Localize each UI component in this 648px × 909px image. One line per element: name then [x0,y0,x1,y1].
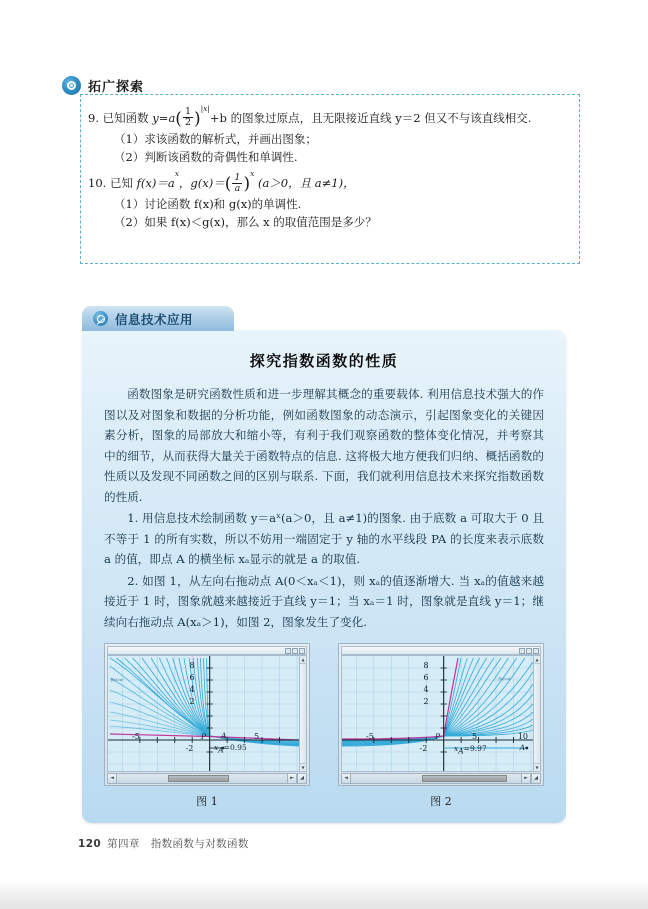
figure-1-readout-value: =0.95 [223,743,247,752]
figure-2-titlebar [341,646,541,655]
exercise-9-number: 9. [88,110,99,125]
figure-1-xtick-neg5: -5 [132,732,140,741]
exercise-9-eq: = [158,110,169,125]
resize-grip-icon[interactable]: ◢ [297,773,307,784]
figure-1-vertical-scrollbar[interactable] [299,655,307,772]
figure-2-window [338,643,544,786]
figure-1-window [104,643,310,786]
figure-2-plot[interactable] [341,655,533,772]
figure-1-ytick-6: 6 [189,673,195,682]
figure-1-plot[interactable] [107,655,299,772]
figure-2-caption: 图 2 [430,795,452,808]
figure-1-scroll-track[interactable] [117,773,287,784]
scroll-up-icon[interactable]: ▲ [301,657,305,662]
figure-2-canvas-wrap [341,655,541,772]
exercise-10-comma: ， [178,176,191,191]
left-paren-2: ( [224,174,232,195]
exercise-9-a: a [168,110,176,125]
figure-2-readout-x: x [454,744,459,753]
figure-2-ytick-8: 8 [423,661,429,670]
scroll-left-icon[interactable]: ◄ [107,773,117,784]
figure-2-scroll-thumb[interactable] [422,775,507,782]
panel-paragraph-2: 1. 用信息技术绘制函数 y＝aˣ(a＞0，且 a≠1)的图象. 由于底数 a 可取大于 0 且不等于 1 的所有实数，所以不妨用一端固定于 y 轴的水平线段 PA 的长度来表示底数 a 的值，即点 A 的横坐标 xₐ显示的就是 a 的取值. [104,511,544,566]
panel-paragraph-3: 2. 如图 1，从左向右拖动点 A(0＜xₐ＜1)，则 xₐ的值逐渐增大. 当 xₐ的值越来越接近于 1 时，图象就越来越接近于直线 y＝1；当 xₐ＝1 时，图象就是直线 y＝1；继续向右拖动点 A(xₐ＞1)，如图 2，图象发生了变化. [104,573,544,629]
figure-1-readout-x: x [214,743,219,752]
info-technology-tab [82,306,234,331]
figure-1-svg [108,656,299,771]
scroll-down-icon[interactable]: ▼ [301,765,305,770]
figure-2-svg [342,656,533,771]
figure-1-readout-sub: A [218,745,224,755]
right-paren: ) [193,108,201,129]
figure-2-readout [454,744,487,756]
fraction-one-half [183,107,193,128]
figure-2-ytick-neg2: -2 [419,744,428,753]
exercise-10-f: f(x)＝a [136,176,175,191]
exercise-9-lead: 已知函数 [102,110,149,125]
figure-1-curve-label: f(x)=aˣ [111,678,124,682]
info-technology-tab-label: 信息技术应用 [115,311,194,327]
exercise-9-exponent: |x| [200,104,210,113]
scroll-right-icon[interactable]: ► [287,773,297,784]
maximize-icon[interactable] [292,648,298,654]
exercise-list [88,106,578,231]
figure-1-xtick-5: 5 [254,732,260,741]
minimize-icon[interactable] [519,648,525,654]
close-icon[interactable] [299,648,305,654]
figure-1-ytick-neg2: -2 [185,744,194,753]
exercise-10-sub-2: （2）如果 f(x)＜g(x)，那么 x 的取值范围是多少？ [114,215,377,230]
fraction-one-over-a [232,173,242,194]
scroll-left-icon[interactable]: ◄ [341,773,351,784]
exercise-item-9 [88,106,578,129]
fraction-numerator-2: 1 [234,171,241,183]
figure-1-point-p: P [201,732,207,741]
figure-1-canvas-wrap [107,655,307,772]
exercise-9-sub-1: （1）求该函数的解析式，并画出图象； [114,132,317,147]
exercise-item-10 [88,171,578,194]
exercise-10-number: 10. [88,176,107,191]
exercise-10-sub-1: （1）讨论函数 f(x)和 g(x)的单调性. [114,197,302,212]
exercise-10-g: g(x)＝ [190,176,225,191]
figure-2-ytick-6: 6 [423,673,429,682]
right-paren-2: ) [243,174,251,195]
figure-1-point-a[interactable]: A [221,731,227,740]
figure-2-point-p: P [435,732,441,741]
scroll-down-icon[interactable]: ▼ [535,765,539,770]
fraction-denominator-2: a [234,182,241,194]
figure-1-ytick-8: 8 [189,661,195,670]
figure-1-ytick-2: 2 [189,697,195,706]
figure-2-horizontal-scrollbar[interactable] [341,773,541,784]
exercise-9-tail: 的图象过原点，且无限接近直线 y＝2 但又不与该直线相交. [230,110,532,125]
expansion-exploration-heading [62,76,144,95]
footer-chapter: 第四章 指数函数与对数函数 [107,838,249,850]
globe-slash-icon [93,311,108,326]
figure-1-horizontal-scrollbar[interactable] [107,773,307,784]
exercise-10-condition: (a＞0，且 a≠1)， [257,176,355,191]
figure-2-readout-sub: A [458,746,464,756]
panel-paragraph-1: 函数图象是研究函数性质和进一步理解其概念的重要载体. 利用信息技术强大的作图以及对图象和数据的分析功能，例如函数图象的动态演示，引起图象变化的关键因素分析，图象的局部放大和缩小等，有利于我们观察函数的整体变化情况，并考察其中的细节，从而获得大量关于函数特点的信息. 这将极大地方便我们归纳、概括函数的性质以及发现不同函数之间的区别与联系. 下面，我们就利用信息技术来探究指数函数的性质. [104,387,544,504]
exercise-9-plus-b: +b [209,110,227,125]
page-bottom-shadow [0,880,648,909]
exercise-9-y: y [152,110,159,125]
panel-title: 探究指数函数的性质 [249,352,399,370]
figure-2-vertical-scrollbar[interactable] [533,655,541,772]
figure-1-titlebar [107,646,307,655]
figure-2-readout-value: =9.97 [463,744,487,753]
figure-2-xtick-neg5: -5 [366,732,374,741]
fraction-numerator: 1 [184,106,191,118]
figure-1-ytick-4: 4 [189,685,195,694]
exercise-10-g-exponent: x [250,169,255,179]
page-footer [78,836,249,851]
figure-1-readout [214,743,247,755]
figures-row [104,643,544,809]
info-technology-body [82,330,566,823]
figure-2-scroll-track[interactable] [351,773,521,784]
exercise-10-lead: 已知 [109,176,133,191]
expansion-exploration-label: 拓广探索 [88,80,145,95]
fraction-denominator: 2 [184,117,191,129]
figure-2-point-a[interactable]: A [519,743,525,752]
scroll-right-icon[interactable]: ► [521,773,531,784]
figure-2-curve-label: f(x)=aˣ [498,677,511,681]
figure-1-scroll-thumb[interactable] [168,775,229,782]
close-icon[interactable] [533,648,539,654]
exercise-10-f-exponent: x [174,169,179,179]
figure-2-xtick-10: 10 [517,732,528,741]
resize-grip-icon[interactable]: ◢ [531,773,541,784]
page-number: 120 [78,838,102,850]
figure-2-ytick-4: 4 [423,685,429,694]
figure-1-column [104,643,310,809]
figure-2-xtick-5: 5 [472,732,478,741]
figure-2-ytick-2: 2 [423,697,429,706]
left-paren: ( [175,108,182,129]
figure-2-column [338,643,544,809]
info-technology-panel [82,306,566,823]
maximize-icon[interactable] [526,648,532,654]
figure-1-caption: 图 1 [196,795,218,808]
exercise-9-sub-2: （2）判断该函数的奇偶性和单调性. [114,150,298,165]
target-circle-icon [62,76,81,95]
minimize-icon[interactable] [285,648,291,654]
scroll-up-icon[interactable]: ▲ [535,657,539,662]
